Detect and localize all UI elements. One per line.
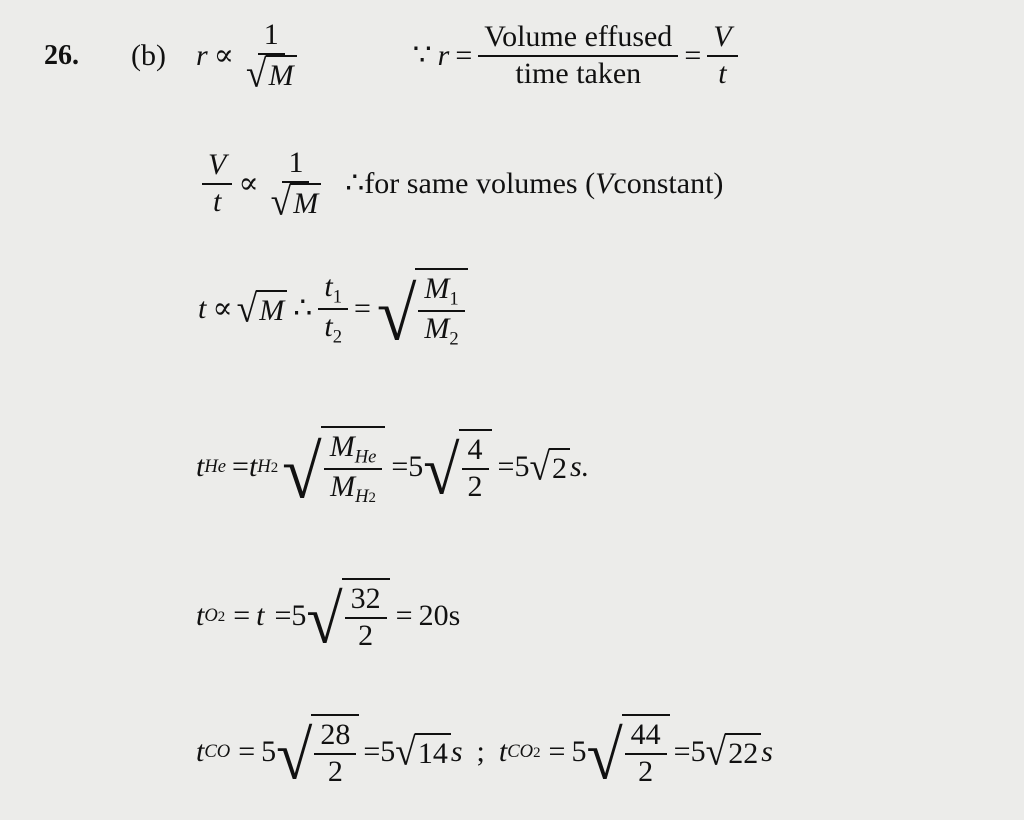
line-2: $\frac{V}{t}$ ∝ 1 √ M ∴for same volumes ( V constant) bbox=[196, 146, 723, 221]
sqrt-32-over-2: √ $\frac{32}{2}$ bbox=[306, 578, 389, 653]
fraction-volume-over-time: $\frac{\text{Volume effused}}{\text{time taken}}$ bbox=[478, 20, 678, 91]
fraction-one-over-root-m-2: 1 √ M bbox=[265, 146, 328, 221]
sqrt-44-over-2: √ $\frac{44}{2}$ bbox=[586, 714, 669, 789]
option-label: (b) bbox=[131, 38, 166, 72]
fraction-one-over-root-m: 1 √ M bbox=[240, 18, 303, 93]
line-1: 26. (b) r ∝ 1 √ M ∵ r = $\frac{\text{Volume effused}}{\text{time taken}}$ = $\frac{V}{t}$ bbox=[44, 18, 744, 93]
sqrt-4-over-2: √ $\frac{4}{2}$ bbox=[423, 429, 491, 504]
fraction-v-over-t: $\frac{V}{t}$ bbox=[707, 20, 737, 91]
sqrt-28-over-2: √ $\frac{28}{2}$ bbox=[276, 714, 359, 789]
separator: ; bbox=[476, 734, 485, 768]
line-5: t O2 = t = 5 √ $\frac{32}{2}$ = 20s bbox=[196, 578, 460, 653]
sqrt-m1-over-m2: √ $\frac{M_1}{M_2}$ bbox=[377, 268, 468, 350]
fraction-v-over-t-2: $\frac{V}{t}$ bbox=[202, 148, 232, 219]
proportional-symbol: ∝ bbox=[213, 39, 234, 72]
rate-symbol: r bbox=[195, 38, 208, 72]
problem-number: 26. bbox=[44, 39, 79, 71]
line-3: t ∝ √ M ∴ $\frac{t_1}{t_2}$ = √ $\frac{M_1}{M_2}$ bbox=[198, 268, 468, 350]
line-6: t CO = 5 √ $\frac{28}{2}$ = 5 √ 14 s ; t CO2 = 5 √ $\frac{44}{2}$ = 5 √ 22 s bbox=[196, 714, 773, 789]
because-symbol: ∵ bbox=[412, 39, 432, 72]
sqrt-mhe-over-mh2: √ $\frac{M_{He}}{M_{H2}}$ bbox=[282, 426, 385, 508]
line-4: t He = t H2 √ $\frac{M_{He}}{M_{H2}}$ = 5 √ $\frac{4}{2}$ = 5 √ 2 s. bbox=[196, 426, 589, 508]
result-20s: 20s bbox=[418, 598, 461, 632]
same-volumes-text: ∴for same volumes ( bbox=[345, 167, 596, 200]
fraction-t1-over-t2: $\frac{t_1}{t_2}$ bbox=[318, 270, 348, 348]
sqrt-m: √ M bbox=[246, 55, 297, 94]
